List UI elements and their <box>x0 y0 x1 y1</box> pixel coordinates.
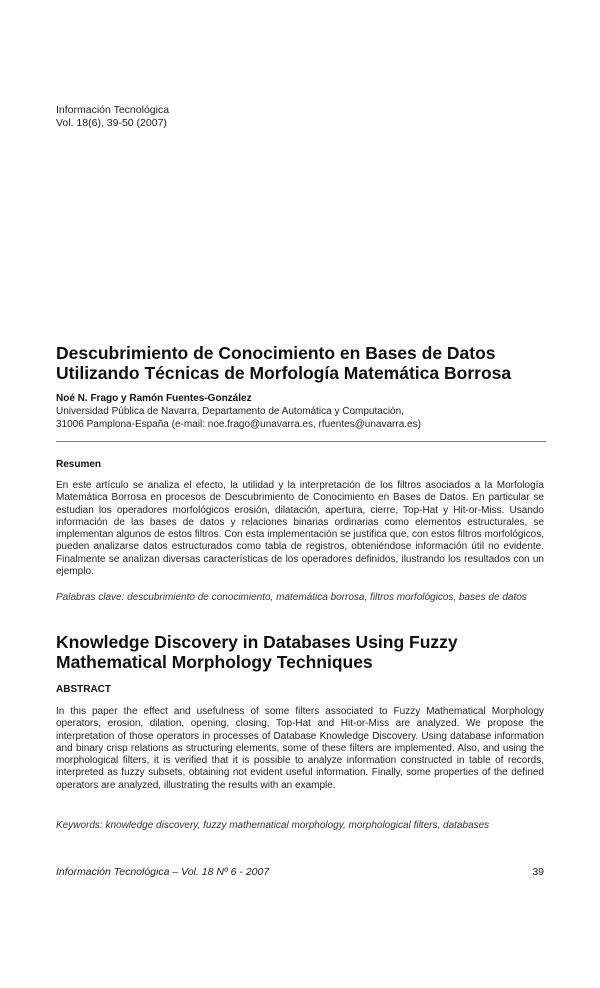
resumen-text: En este artículo se analiza el efecto, la utilidad y la interpretación de los filtros asociados a la Morfología Matemática Borrosa en procesos de Descubrimiento de Conocimiento en Bases de Datos. En particular se estudian los operadores morfológicos erosión, dilatación, apertura, cierre, Top-Hat y Hit-or-Miss. Usando información de las bases de datos y relaciones binarias ordinarias como elementos estructurales, se implementan algunos de estos filtros. Con esta implementación se justifica que, con estos filtros morfológicos, pueden analizarse datos estructurados como tabla de registros, obteniéndose información útil no evidente. Finalmente se analizan diversas características de los operadores definidos, ilustrando los resultados con un ejemplo. <box>56 480 544 578</box>
authors: Noé N. Frago y Ramón Fuentes-González <box>56 393 252 404</box>
english-title <box>56 632 556 672</box>
abstract-heading: ABSTRACT <box>56 684 111 695</box>
english-title-line2: Mathematical Morphology Techniques <box>56 652 373 672</box>
page-number: 39 <box>532 866 544 878</box>
journal-header <box>56 104 169 130</box>
journal-volume: Vol. 18(6), 39-50 (2007) <box>56 117 167 129</box>
english-title-line1: Knowledge Discovery in Databases Using Fuzzy <box>56 632 458 652</box>
resumen-heading: Resumen <box>56 459 102 470</box>
spanish-title-line2: Utilizando Técnicas de Morfología Matemática Borrosa <box>56 363 512 383</box>
keywords: Keywords: knowledge discovery, fuzzy mathematical morphology, morphological filters, databases <box>56 820 490 831</box>
footer-citation: Información Tecnológica – Vol. 18 Nº 6 - 2007 <box>56 866 270 878</box>
palabras-clave: Palabras clave: descubrimiento de conocimiento, matemática borrosa, filtros morfológicos, bases de datos <box>56 592 527 603</box>
journal-name: Información Tecnológica <box>56 104 170 116</box>
divider <box>56 441 546 442</box>
affiliation-line2: 31006 Pamplona-España (e-mail: noe.frago@unavarra.es, rfuentes@unavarra.es) <box>56 418 421 430</box>
affiliation-line1: Universidad Pública de Navarra, Departamento de Automática y Computación, <box>56 406 404 417</box>
spanish-title-line1: Descubrimiento de Conocimiento en Bases de Datos <box>56 343 496 363</box>
abstract-text: In this paper the effect and usefulness of some filters associated to Fuzzy Mathematical Morphology operators, erosion, dilation, opening, closing, Top-Hat and Hit-or-Miss are analyzed. We propose the interpretation of those operators in processes of Database Knowledge Discovery. Using database information and binary crisp relations as structuring elements, some of these filters are implemented. Also, and using the morphological filters, it is verified that it is possible to analyze information constructed in table of records, interpreted as fuzzy subsets, obtaining not evident useful information. Finally, some properties of the defined operators are analyzed, illustrating the results with an example. <box>56 706 544 791</box>
affiliation <box>56 406 421 431</box>
spanish-title <box>56 343 556 383</box>
